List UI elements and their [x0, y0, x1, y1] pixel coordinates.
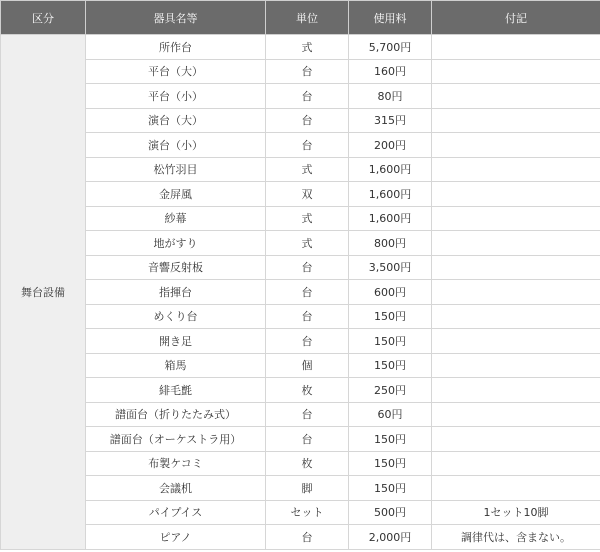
equipment-name-cell: 指揮台 — [86, 280, 266, 305]
fee-cell: 160円 — [349, 59, 432, 84]
table-row — [1, 133, 600, 158]
equipment-name-cell: パイプイス — [86, 500, 266, 525]
unit-cell: 脚 — [266, 476, 349, 501]
header-unit: 単位 — [266, 1, 349, 35]
table-row — [1, 427, 600, 452]
note-cell — [432, 157, 600, 182]
header-note: 付記 — [432, 1, 600, 35]
table-row — [1, 35, 600, 60]
equipment-name-cell: 会議机 — [86, 476, 266, 501]
table-row — [1, 59, 600, 84]
equipment-name-cell: 松竹羽目 — [86, 157, 266, 182]
fee-cell: 150円 — [349, 476, 432, 501]
fee-cell: 1,600円 — [349, 182, 432, 207]
table-row — [1, 108, 600, 133]
note-cell — [432, 231, 600, 256]
fee-cell: 1,600円 — [349, 206, 432, 231]
equipment-name-cell: 紗幕 — [86, 206, 266, 231]
equipment-name-cell: 平台（小） — [86, 84, 266, 109]
equipment-name-cell: 平台（大） — [86, 59, 266, 84]
unit-cell: 台 — [266, 133, 349, 158]
equipment-name-cell: めくり台 — [86, 304, 266, 329]
header-fee: 使用料 — [349, 1, 432, 35]
note-cell — [432, 378, 600, 403]
unit-cell: 台 — [266, 427, 349, 452]
equipment-name-cell: 地がすり — [86, 231, 266, 256]
unit-cell: 台 — [266, 108, 349, 133]
unit-cell: 式 — [266, 157, 349, 182]
note-cell — [432, 280, 600, 305]
table-row — [1, 353, 600, 378]
fee-cell: 3,500円 — [349, 255, 432, 280]
table-row — [1, 206, 600, 231]
table-row — [1, 525, 600, 550]
table-header — [1, 1, 600, 35]
fee-cell: 500円 — [349, 500, 432, 525]
fee-cell: 2,000円 — [349, 525, 432, 550]
equipment-name-cell: 演台（小） — [86, 133, 266, 158]
unit-cell: 個 — [266, 353, 349, 378]
table-body — [1, 35, 600, 550]
table-row — [1, 304, 600, 329]
note-cell — [432, 353, 600, 378]
equipment-name-cell: 演台（大） — [86, 108, 266, 133]
fee-cell: 150円 — [349, 427, 432, 452]
note-cell — [432, 329, 600, 354]
equipment-name-cell: 譜面台（オーケストラ用） — [86, 427, 266, 452]
fee-cell: 60円 — [349, 402, 432, 427]
equipment-name-cell: 譜面台（折りたたみ式） — [86, 402, 266, 427]
note-cell — [432, 402, 600, 427]
table-row — [1, 451, 600, 476]
fee-cell: 150円 — [349, 353, 432, 378]
table-row — [1, 280, 600, 305]
unit-cell: 台 — [266, 329, 349, 354]
table-row — [1, 500, 600, 525]
unit-cell: 式 — [266, 35, 349, 60]
fee-cell: 5,700円 — [349, 35, 432, 60]
fee-cell: 150円 — [349, 451, 432, 476]
unit-cell: 式 — [266, 206, 349, 231]
fee-cell: 1,600円 — [349, 157, 432, 182]
unit-cell: 台 — [266, 59, 349, 84]
note-cell — [432, 108, 600, 133]
equipment-name-cell: 開き足 — [86, 329, 266, 354]
equipment-name-cell: 金屏風 — [86, 182, 266, 207]
equipment-name-cell: 箱馬 — [86, 353, 266, 378]
equipment-name-cell: ピアノ — [86, 525, 266, 550]
note-cell — [432, 206, 600, 231]
note-cell — [432, 304, 600, 329]
fee-cell: 200円 — [349, 133, 432, 158]
unit-cell: 台 — [266, 255, 349, 280]
table-row — [1, 476, 600, 501]
note-cell — [432, 35, 600, 60]
table-row — [1, 157, 600, 182]
fee-cell: 250円 — [349, 378, 432, 403]
header-category: 区分 — [1, 1, 86, 35]
header-equipment-name: 器具名等 — [86, 1, 266, 35]
note-cell — [432, 84, 600, 109]
fee-cell: 80円 — [349, 84, 432, 109]
note-cell — [432, 59, 600, 84]
note-cell: 調律代は、含まない。 — [432, 525, 600, 550]
equipment-name-cell: 所作台 — [86, 35, 266, 60]
note-cell — [432, 476, 600, 501]
table-row — [1, 231, 600, 256]
unit-cell: 枚 — [266, 451, 349, 476]
unit-cell: 双 — [266, 182, 349, 207]
fee-cell: 150円 — [349, 329, 432, 354]
fee-cell: 600円 — [349, 280, 432, 305]
table-row — [1, 255, 600, 280]
table-row — [1, 84, 600, 109]
note-cell — [432, 451, 600, 476]
unit-cell: セット — [266, 500, 349, 525]
note-cell — [432, 255, 600, 280]
note-cell — [432, 133, 600, 158]
equipment-name-cell: 布製ケコミ — [86, 451, 266, 476]
table-row — [1, 378, 600, 403]
unit-cell: 式 — [266, 231, 349, 256]
note-cell: 1セット10脚 — [432, 500, 600, 525]
unit-cell: 台 — [266, 525, 349, 550]
table-row — [1, 329, 600, 354]
table-row — [1, 182, 600, 207]
equipment-name-cell: 音響反射板 — [86, 255, 266, 280]
note-cell — [432, 182, 600, 207]
table-row — [1, 402, 600, 427]
unit-cell: 枚 — [266, 378, 349, 403]
unit-cell: 台 — [266, 84, 349, 109]
equipment-name-cell: 緋毛氈 — [86, 378, 266, 403]
fee-cell: 800円 — [349, 231, 432, 256]
unit-cell: 台 — [266, 402, 349, 427]
fee-cell: 315円 — [349, 108, 432, 133]
unit-cell: 台 — [266, 304, 349, 329]
category-cell: 舞台設備 — [1, 35, 86, 550]
fee-cell: 150円 — [349, 304, 432, 329]
note-cell — [432, 427, 600, 452]
header-row — [1, 1, 600, 35]
unit-cell: 台 — [266, 280, 349, 305]
